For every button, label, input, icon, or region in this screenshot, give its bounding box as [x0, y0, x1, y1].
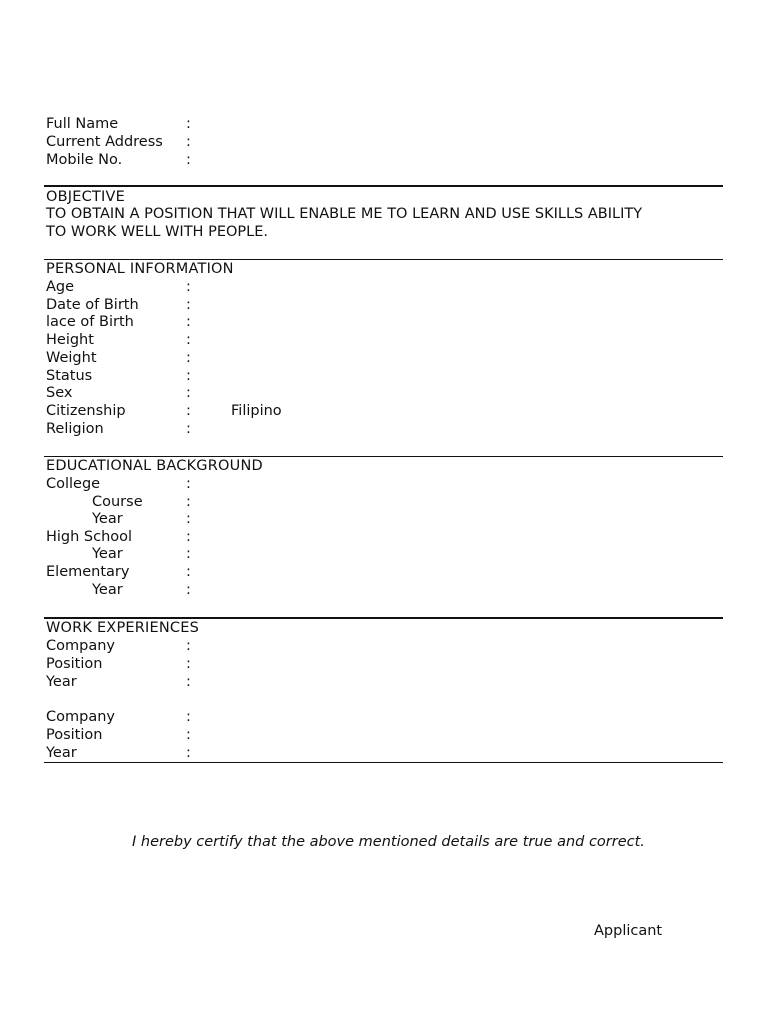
field-label: Year	[46, 745, 77, 761]
field-label: Year	[92, 546, 123, 562]
applicant-signature-label: Applicant	[594, 923, 663, 939]
colon: :	[186, 638, 191, 654]
colon: :	[186, 368, 191, 384]
colon: :	[186, 494, 191, 510]
colon: :	[186, 116, 191, 132]
field-label: Year	[92, 511, 123, 527]
mobile-label: Mobile No.	[46, 152, 123, 168]
full-name-label: Full Name	[46, 116, 119, 132]
field-label: Date of Birth	[46, 297, 139, 313]
colon: :	[186, 297, 191, 313]
colon: :	[186, 745, 191, 761]
colon: :	[186, 582, 191, 598]
field-label: Status	[46, 368, 93, 384]
colon: :	[186, 674, 191, 690]
colon: :	[186, 511, 191, 527]
field-label: Company	[46, 638, 115, 654]
field-label: Position	[46, 727, 103, 743]
objective-heading: OBJECTIVE	[46, 189, 125, 205]
colon: :	[186, 152, 191, 168]
colon: :	[186, 134, 191, 150]
colon: :	[186, 403, 191, 419]
objective-text: TO OBTAIN A POSITION THAT WILL ENABLE ME TO LEARN AND USE SKILLS ABILITY TO WORK WELL WITH PEOPLE.	[46, 206, 643, 240]
field-label: Elementary	[46, 564, 130, 580]
field-value: Filipino	[231, 403, 282, 419]
field-label: Citizenship	[46, 403, 126, 419]
field-label: High School	[46, 529, 133, 545]
section-divider	[44, 762, 723, 763]
colon: :	[186, 564, 191, 580]
education-heading: EDUCATIONAL BACKGROUND	[46, 458, 263, 474]
colon: :	[186, 279, 191, 295]
field-label: Company	[46, 709, 115, 725]
section-divider	[44, 185, 723, 187]
colon: :	[186, 546, 191, 562]
personal-heading: PERSONAL INFORMATION	[46, 261, 234, 277]
field-label: College	[46, 476, 101, 492]
colon: :	[186, 350, 191, 366]
colon: :	[186, 727, 191, 743]
field-label: Age	[46, 279, 75, 295]
field-label: Height	[46, 332, 94, 348]
field-label: Religion	[46, 421, 104, 437]
colon: :	[186, 709, 191, 725]
colon: :	[186, 656, 191, 672]
current-address-label: Current Address	[46, 134, 163, 150]
field-label: Weight	[46, 350, 97, 366]
field-label: Year	[46, 674, 77, 690]
field-label: Course	[92, 494, 143, 510]
field-label: Year	[92, 582, 123, 598]
certification-statement: I hereby certify that the above mentioned details are true and correct.	[132, 834, 645, 850]
colon: :	[186, 476, 191, 492]
colon: :	[186, 314, 191, 330]
field-label: Position	[46, 656, 103, 672]
work-heading: WORK EXPERIENCES	[46, 620, 199, 636]
field-label: Sex	[46, 385, 73, 401]
colon: :	[186, 421, 191, 437]
colon: :	[186, 385, 191, 401]
colon: :	[186, 529, 191, 545]
field-label: lace of Birth	[46, 314, 134, 330]
colon: :	[186, 332, 191, 348]
